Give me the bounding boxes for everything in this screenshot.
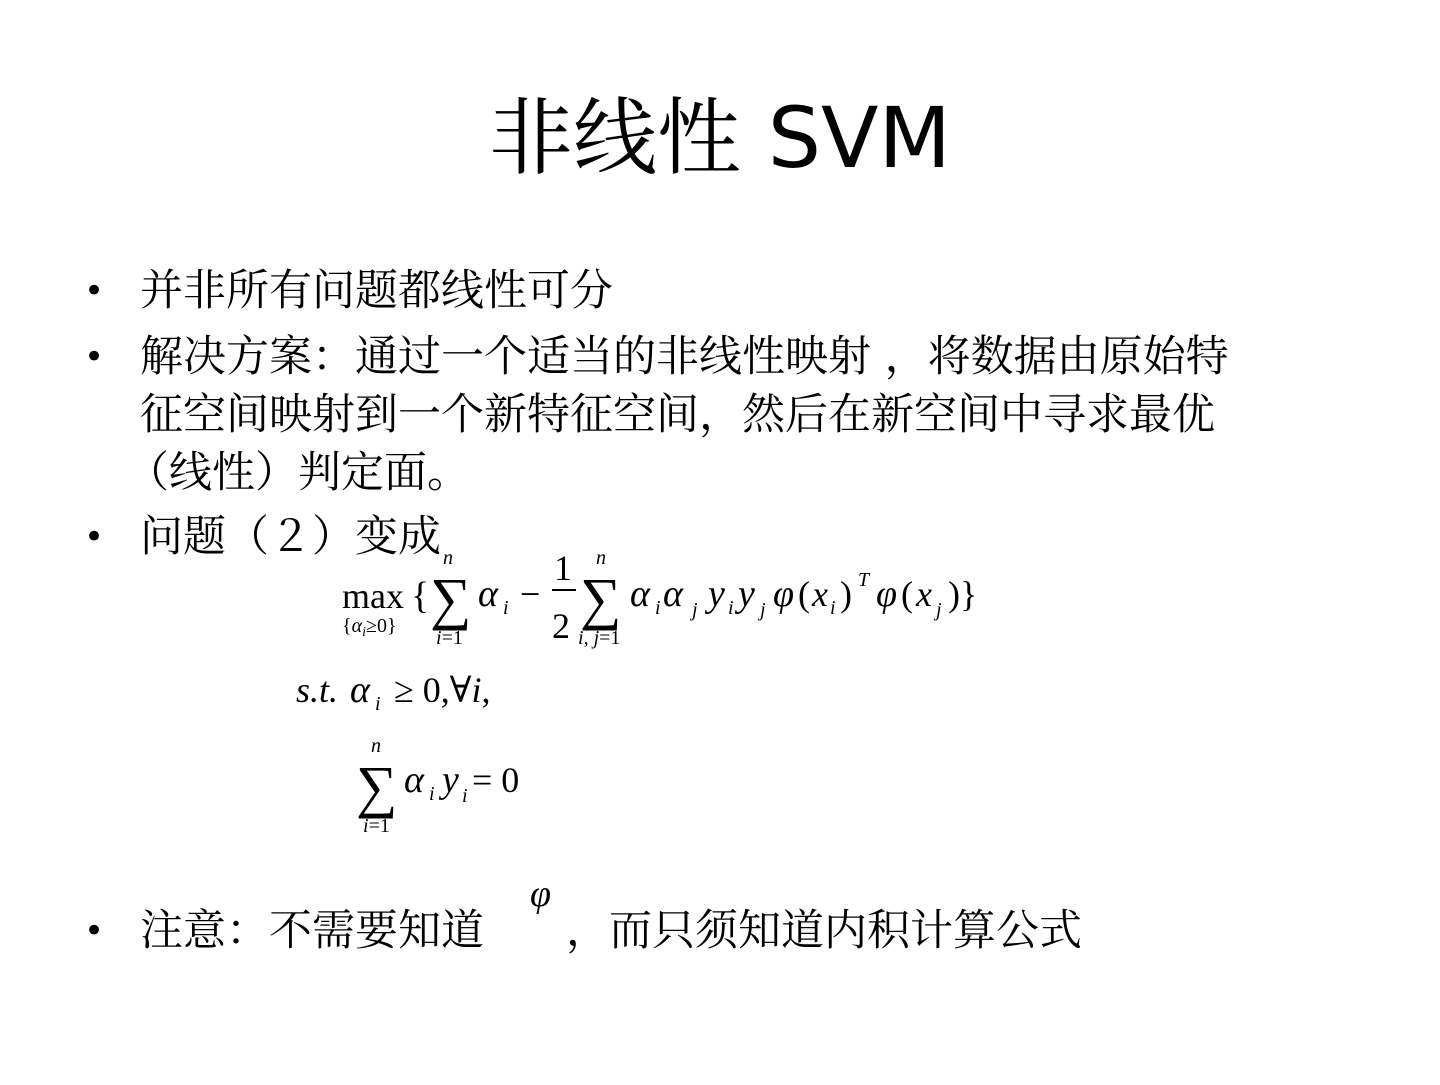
svg-text:{αi≥0}: $\{\alpha_i\ge 0\}$ (342, 615, 397, 640)
svg-text:α: α (350, 669, 370, 711)
svg-text:x: x (812, 574, 828, 614)
bullet-4-prefix: 注意：不需要知道 (140, 906, 484, 956)
svg-text:i: i (375, 693, 381, 715)
bullet-2 (84, 328, 1374, 508)
svg-text:{: { (411, 575, 430, 617)
svg-text:j: j (936, 599, 942, 621)
bullet-dot: • (84, 911, 105, 951)
bullet-4 (84, 902, 1374, 962)
svg-text:= 0: = 0 (472, 760, 520, 800)
bullet-2-line-1: 解决方案：通过一个适当的非线性映射 ，将数据由原始特 (140, 332, 1229, 382)
bullet-1 (84, 262, 1374, 322)
bullet-dot: • (84, 271, 105, 311)
svg-text:i: i (655, 597, 661, 619)
svg-text:): ) (840, 574, 852, 614)
svg-text:α: α (630, 573, 650, 615)
svg-text:n: n (371, 735, 381, 757)
svg-text:y: y (708, 573, 725, 615)
svg-text:i, j=1: i, j=1 (578, 627, 621, 649)
svg-text:i: i (429, 783, 435, 805)
svg-text:≥ 0,∀i,: ≥ 0,∀i, (394, 670, 491, 710)
svg-text:(: ( (901, 574, 913, 614)
svg-text:1: 1 (554, 548, 572, 588)
svg-text:∑: ∑ (580, 566, 622, 631)
bullet-dot: • (84, 517, 105, 557)
svg-text:∑: ∑ (430, 566, 472, 631)
svg-text:)}: )} (948, 574, 978, 614)
svg-text:i: i (830, 597, 836, 619)
svg-text:2: 2 (552, 606, 570, 646)
svg-text:i: i (728, 597, 734, 619)
phi-symbol: φ (530, 873, 552, 915)
svg-text:x: x (916, 574, 932, 614)
svg-text:φ: φ (773, 573, 795, 615)
slide-title: 非线性 SVM (489, 89, 951, 187)
bullet-3-text: 问题（２）变成 (140, 512, 441, 562)
svg-text:−: − (520, 574, 541, 614)
svg-text:n: n (443, 547, 453, 569)
bullet-2-line-3: （线性）判定面。 (126, 448, 470, 498)
svg-text:α: α (404, 759, 424, 801)
svg-text:s.t.: s.t. (296, 670, 339, 710)
bullet-4-suffix: ，而只须知道内积计算公式 (566, 906, 1082, 956)
svg-text:φ: φ (876, 573, 898, 615)
svg-text:i=1: i=1 (363, 815, 390, 837)
svg-text:j: j (692, 599, 698, 621)
bullet-1-text: 并非所有问题都线性可分 (140, 266, 613, 316)
svg-text:y: y (738, 573, 755, 615)
bullet-3 (84, 508, 1374, 568)
svg-text:T: T (858, 569, 870, 591)
svg-text:∑: ∑ (356, 754, 398, 819)
svg-text:y: y (442, 759, 459, 801)
svg-text:i=1: i=1 (436, 627, 463, 649)
svg-text:α: α (478, 573, 498, 615)
svg-text:α: α (663, 573, 683, 615)
svg-text:n: n (596, 547, 606, 569)
bullet-dot: • (84, 337, 105, 377)
svg-text:(: ( (798, 574, 810, 614)
svg-text:i: i (503, 597, 509, 619)
svg-text:j: j (760, 599, 766, 621)
svg-text:i: i (462, 785, 468, 807)
bullet-2-line-2: 征空间映射到一个新特征空间，然后在新空间中寻求最优 (140, 390, 1215, 440)
svg-text:max: max (342, 576, 404, 616)
